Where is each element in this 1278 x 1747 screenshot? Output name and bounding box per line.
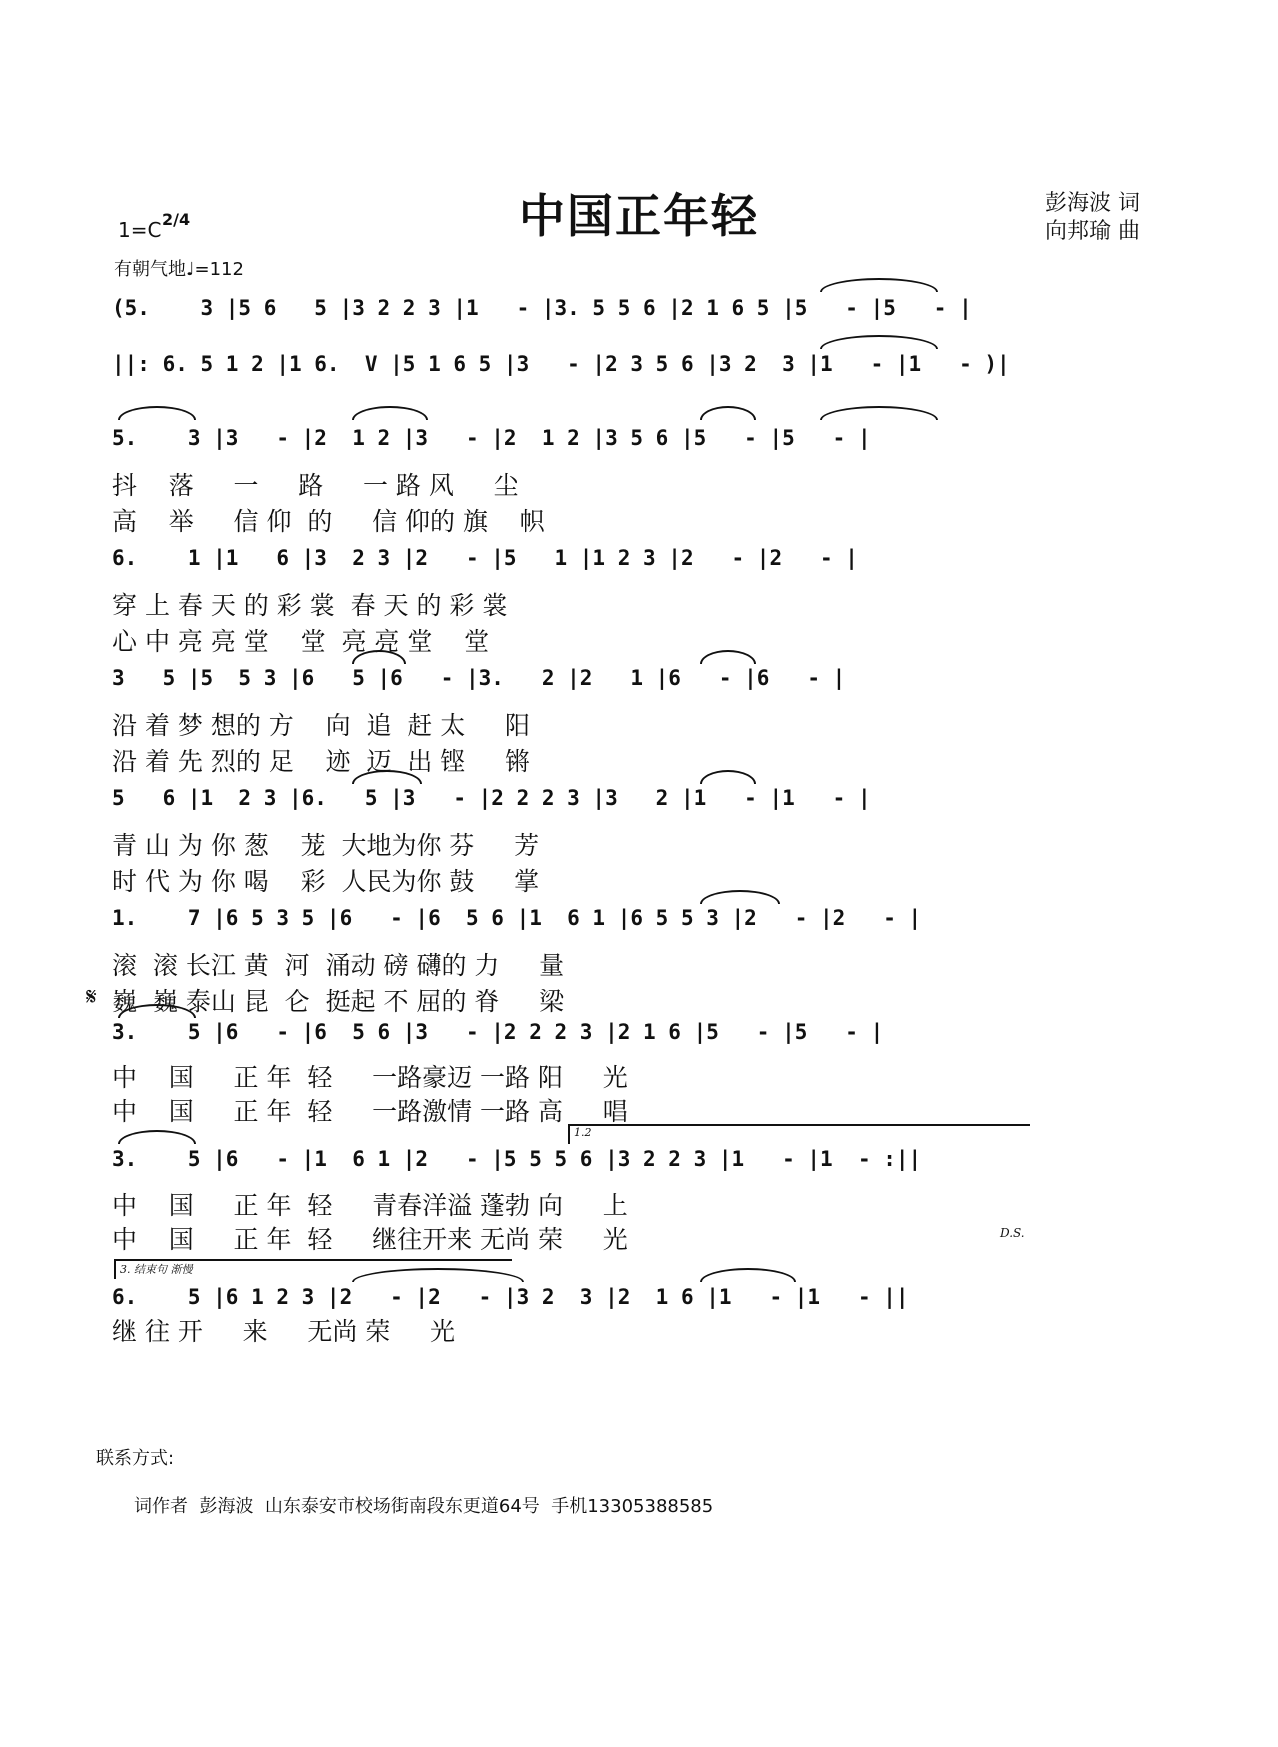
notation-row: 3 5 |5 5 3 |6 5 |6 - |3. 2 |2 1 |6 - |6 - | — [112, 666, 846, 690]
notation-row: (5. 3 |5 6 5 |3 2 2 3 |1 - |3. 5 5 6 |2 1 6 5 |5 - |5 - | — [112, 296, 972, 320]
lyric-line: 青 山 为 你 葱 茏 大地为你 芬 芳 — [112, 831, 540, 860]
tempo-marking: 有朝气地♩=112 — [114, 259, 244, 280]
lyric-line: 穿 上 春 天 的 彩 裳 春 天 的 彩 裳 — [112, 591, 508, 620]
slur — [820, 406, 938, 420]
notation-row: ||: 6. 5 1 2 |1 6. V |5 1 6 5 |3 - |2 3 5 6 |3 2 3 |1 - |1 - )| — [112, 352, 1010, 376]
lyricist-credit: 彭海波 词 — [1045, 191, 1140, 216]
lyric-line: 中 国 正 年 轻 继往开来 无尚 荣 光 — [112, 1225, 628, 1254]
lyric-line: 时 代 为 你 喝 彩 人民为你 鼓 掌 — [112, 867, 540, 896]
slur — [700, 650, 756, 664]
notation-row: 3. 5 |6 - |1 6 1 |2 - |5 5 5 6 |3 2 2 3 |1 - |1 - :|| — [112, 1147, 922, 1171]
notation-row: 5. 3 |3 - |2 1 2 |3 - |2 1 2 |3 5 6 |5 - |5 - | — [112, 426, 871, 450]
da-segno-mark: D.S. — [1000, 1226, 1025, 1240]
lyric-line: 巍 巍 泰山 昆 仑 挺起 不 屈的 脊 梁 — [112, 987, 565, 1016]
slur — [118, 406, 196, 420]
segno-mark: 𝄋 — [86, 982, 97, 1011]
composer-credit: 向邦瑜 曲 — [1045, 219, 1140, 244]
lyric-line: 中 国 正 年 轻 一路豪迈 一路 阳 光 — [112, 1063, 628, 1092]
slur — [118, 1130, 196, 1144]
notation-row: 3. 5 |6 - |6 5 6 |3 - |2 2 2 3 |2 1 6 |5 - |5 - | — [112, 1020, 884, 1044]
notation-row: 6. 5 |6 1 2 3 |2 - |2 - |3 2 3 |2 1 6 |1 - |1 - || — [112, 1285, 909, 1309]
notation-row: 5 6 |1 2 3 |6. 5 |3 - |2 2 2 3 |3 2 |1 - |1 - | — [112, 786, 871, 810]
lyric-line: 沿 着 先 烈的 足 迹 迈 出 铿 锵 — [112, 747, 531, 776]
slur — [820, 335, 938, 349]
time-signature: 2/4 — [162, 210, 191, 229]
lyric-line: 抖 落 一 路 一 路 风 尘 — [112, 471, 519, 500]
key-signature: 1=C — [118, 218, 162, 242]
lyric-line: 沿 着 梦 想的 方 向 追 赶 太 阳 — [112, 711, 531, 740]
contact-line: 词作者 彭海波 山东泰安市校场街南段东更道64号 手机13305388585 — [134, 1496, 714, 1517]
slur — [700, 1268, 796, 1282]
lyric-line: 滚 滚 长江 黄 河 涌动 磅 礴的 力 量 — [112, 951, 565, 980]
notation-row: 1. 7 |6 5 3 5 |6 - |6 5 6 |1 6 1 |6 5 5 3 |2 - |2 - | — [112, 906, 922, 930]
lyric-line: 继 往 开 来 无尚 荣 光 — [112, 1317, 456, 1346]
slur — [352, 406, 428, 420]
slur — [700, 406, 756, 420]
song-title: 中国正年轻 — [519, 189, 759, 243]
slur — [700, 770, 756, 784]
lyric-line: 心 中 亮 亮 堂 堂 亮 亮 堂 堂 — [112, 627, 490, 656]
slur — [820, 278, 938, 292]
lyric-line: 高 举 信 仰 的 信 仰的 旗 帜 — [112, 507, 545, 536]
lyric-line: 中 国 正 年 轻 青春洋溢 蓬勃 向 上 — [112, 1191, 628, 1220]
lyric-line: 中 国 正 年 轻 一路激情 一路 高 唱 — [112, 1097, 628, 1126]
volta-label: 1.2 — [574, 1126, 592, 1139]
volta-label: 3. 结束句 渐慢 — [120, 1263, 193, 1276]
notation-row: 6. 1 |1 6 |3 2 3 |2 - |5 1 |1 2 3 |2 - |2 - | — [112, 546, 858, 570]
contact-label: 联系方式: — [96, 1448, 175, 1469]
volta-bracket-1-2 — [568, 1124, 1030, 1144]
slur — [700, 890, 780, 904]
